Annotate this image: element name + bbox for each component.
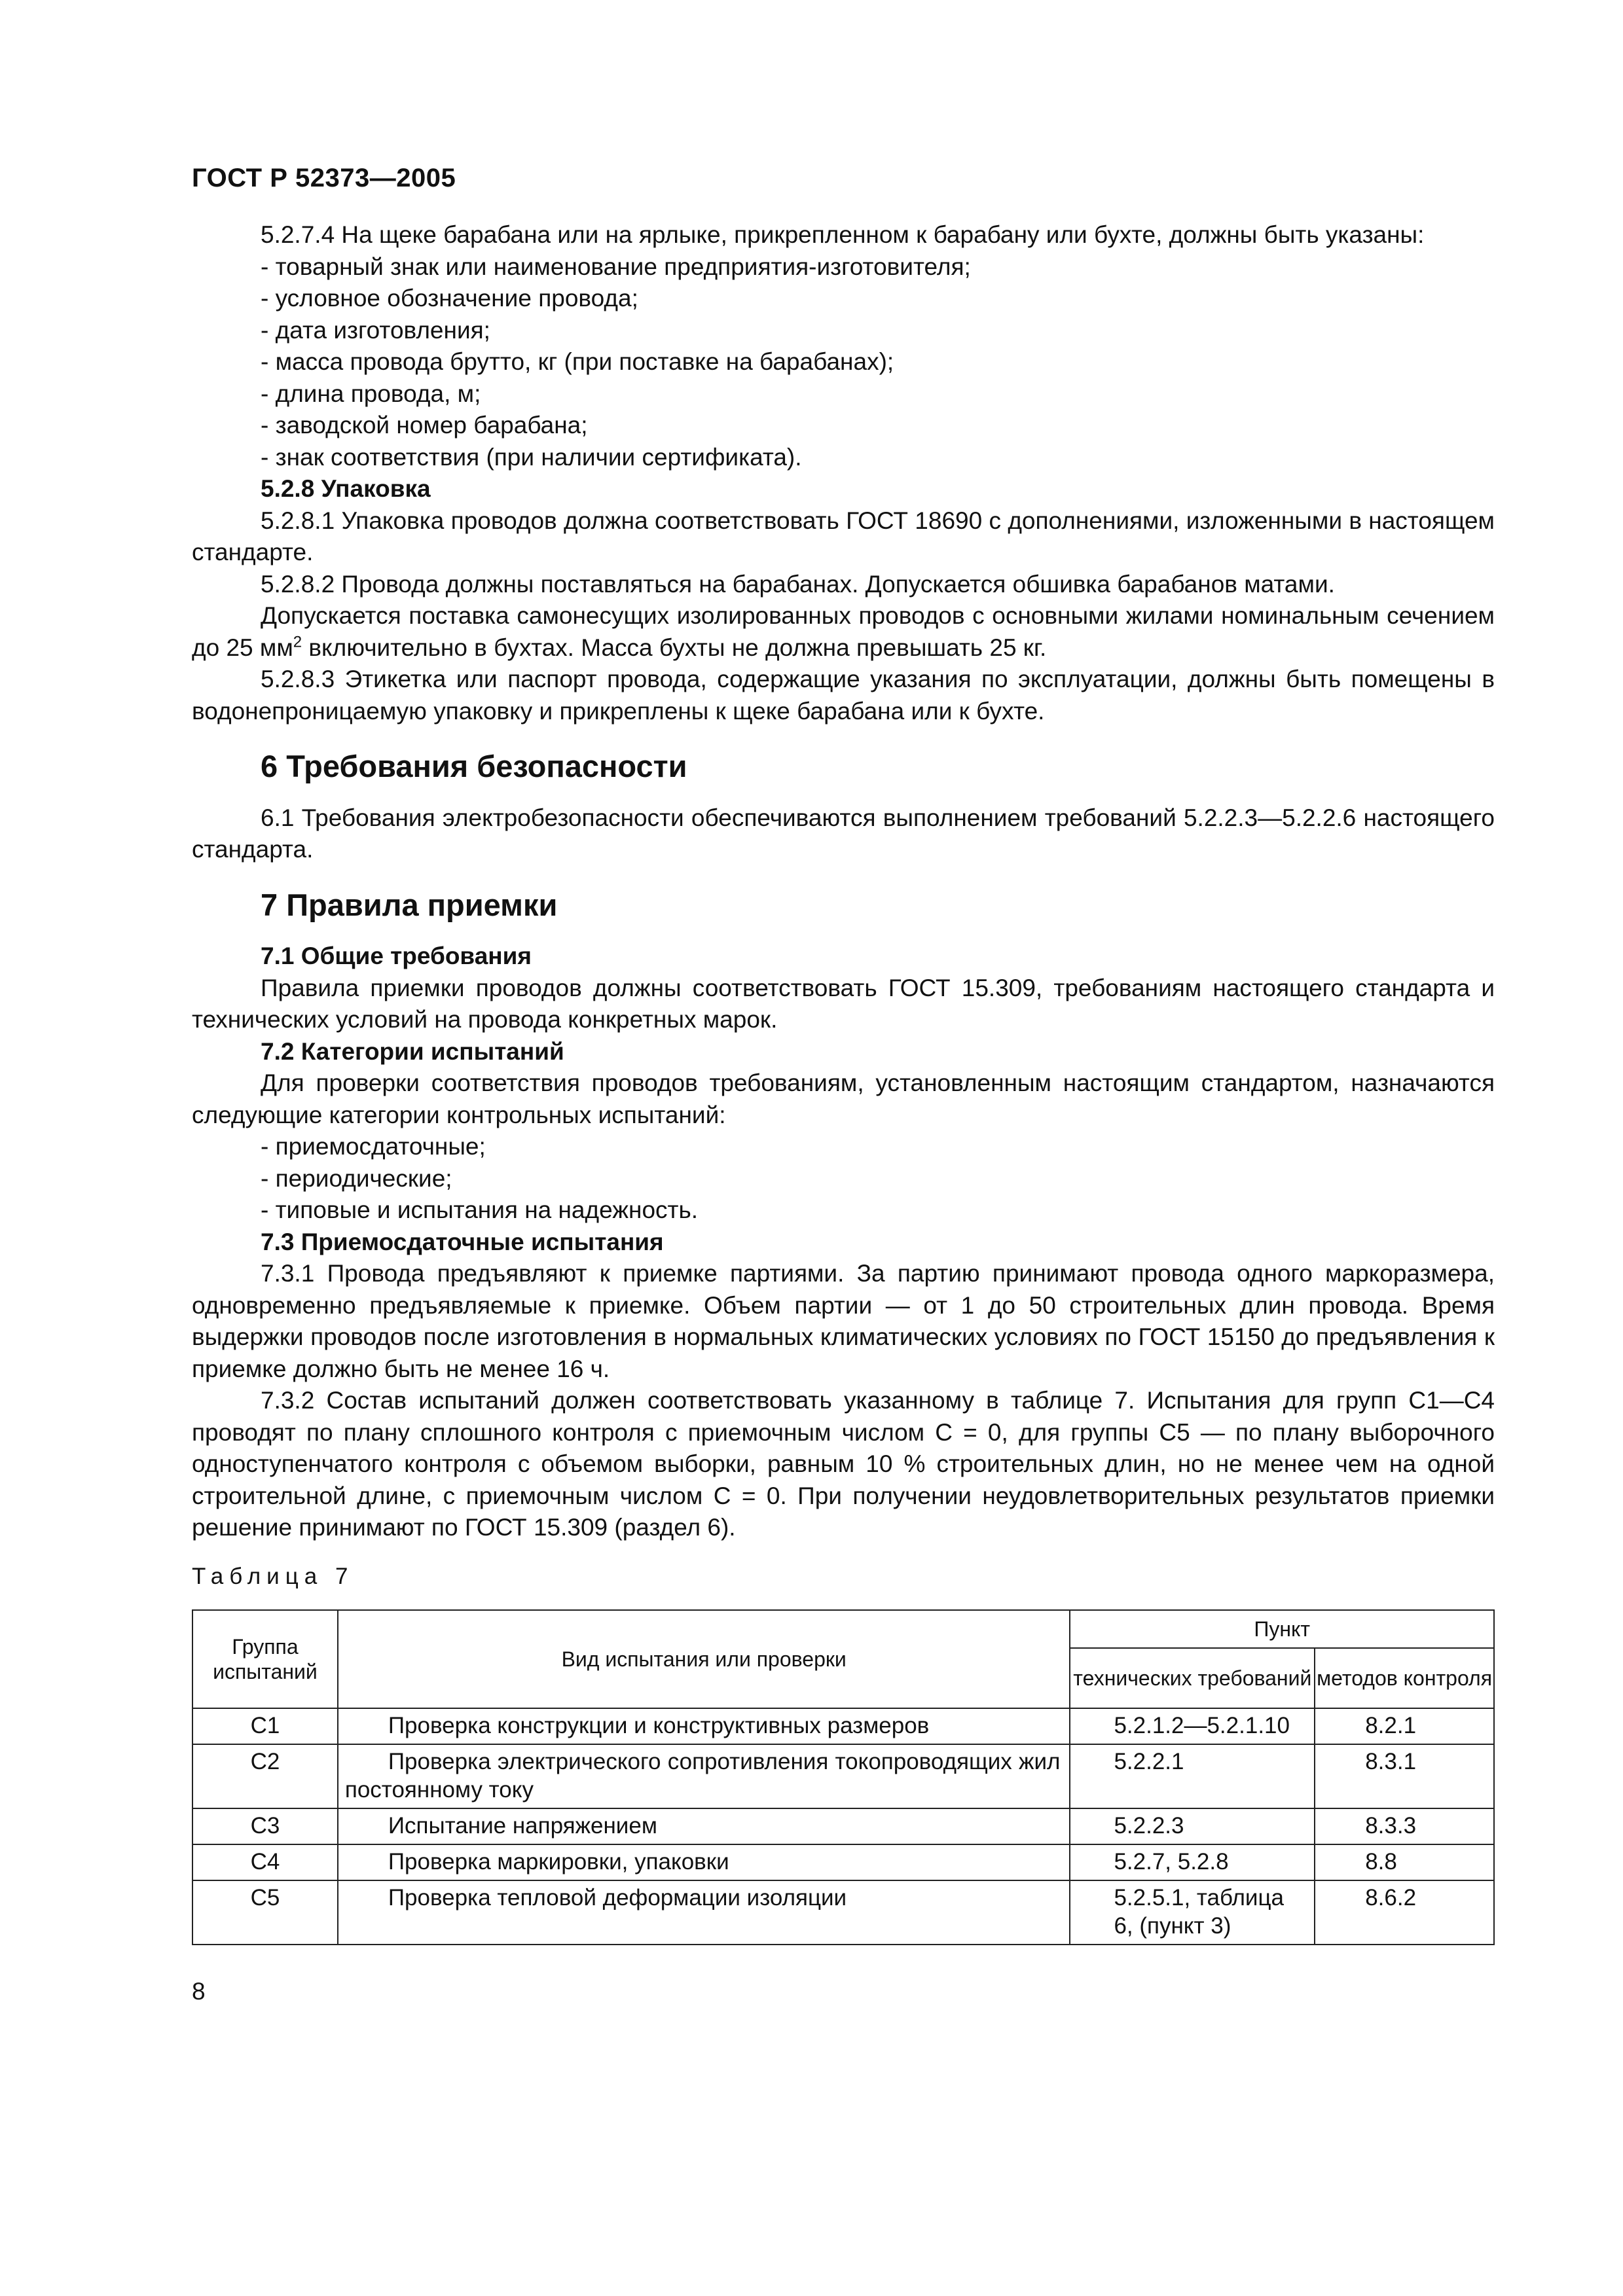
cell-group: С4 xyxy=(192,1844,338,1880)
header-clause: Пункт xyxy=(1070,1610,1494,1648)
body-text xyxy=(192,219,1495,1544)
table-row xyxy=(192,1880,1494,1945)
list-item: - масса провода брутто, кг (при поставке на барабанах); xyxy=(261,348,894,375)
cell-kind-text: Проверка тепловой деформации изоляции xyxy=(388,1884,847,1910)
cell-group: С5 xyxy=(192,1880,338,1945)
header-kind: Вид испытания или проверки xyxy=(338,1610,1070,1708)
cell-method: 8.3.3 xyxy=(1315,1808,1494,1844)
cell-method: 8.2.1 xyxy=(1315,1708,1494,1744)
section-heading-7: 7 Правила приемки xyxy=(261,887,558,922)
paragraph-5-2-8-2-cont xyxy=(192,600,1495,664)
cell-kind xyxy=(338,1744,1070,1808)
cell-kind-text: Проверка электрического сопротивления токопроводящих жил постоянному току xyxy=(344,1748,1061,1803)
cell-tech: 5.2.2.1 xyxy=(1070,1744,1315,1808)
cell-method: 8.8 xyxy=(1315,1844,1494,1880)
paragraph-5-2-8-3: 5.2.8.3 Этикетка или паспорт провода, содержащие указания по эксплуатации, должны быть помещены в водонепроницаемую упаковку и прикреплены к щеке барабана или к бухте. xyxy=(192,666,1495,725)
text-fragment: Допускается поставка самонесущих изолированных проводов с основными жилами номинальным сечением до 25 мм xyxy=(192,602,1495,661)
header-tech: технических требований xyxy=(1070,1648,1315,1708)
section-heading-6: 6 Требования безопасности xyxy=(261,749,687,783)
subsection-heading-7-3: 7.3 Приемосдаточные испытания xyxy=(261,1228,664,1255)
paragraph-7-3-1: 7.3.1 Провода предъявляют к приемке партиями. За партию принимают провода одного маркоразмера, одновременно предъявляемые к приемке. Объем партии — от 1 до 50 строительных длин провода. Время выдержки проводов после изготовления в нормальных климатических условиях по ГОСТ 15150 до предъявления к приемке должно быть не менее 16 ч. xyxy=(192,1260,1495,1382)
document-header: ГОСТ Р 52373—2005 xyxy=(192,164,456,192)
cell-method: 8.6.2 xyxy=(1315,1880,1494,1945)
cell-kind-text: Проверка конструкции и конструктивных размеров xyxy=(388,1712,930,1738)
list-item: - условное обозначение провода; xyxy=(261,285,638,312)
paragraph-6-1: 6.1 Требования электробезопасности обеспечиваются выполнением требований 5.2.2.3—5.2.2.6 настоящего стандарта. xyxy=(192,804,1495,863)
paragraph-7-3-2: 7.3.2 Состав испытаний должен соответствовать указанному в таблице 7. Испытания для групп С1—С4 проводят по плану сплошного контроля с приемочным числом C = 0, для группы С5 — по плану выборочного одноступенчатого контроля с объемом выборки, равным 10 % строительных длин, но не менее чем на одной строительной длине, с приемочным числом C = 0. При получении неудовлетворительных результатов приемки решение принимают по ГОСТ 15.309 (раздел 6). xyxy=(192,1387,1495,1541)
page-number: 8 xyxy=(192,1977,206,2005)
header-method: методов контроля xyxy=(1315,1648,1494,1708)
cell-kind xyxy=(338,1880,1070,1945)
superscript: 2 xyxy=(293,633,302,651)
list-item: - длина провода, м; xyxy=(261,380,481,407)
text-fragment: включительно в бухтах. Масса бухты не должна превышать 25 кг. xyxy=(302,634,1047,661)
paragraph-7-1: Правила приемки проводов должны соответствовать ГОСТ 15.309, требованиям настоящего стандарта и технических условий на провода конкретных марок. xyxy=(192,974,1495,1033)
cell-kind xyxy=(338,1844,1070,1880)
paragraph-7-2: Для проверки соответствия проводов требованиям, установленным настоящим стандартом, назначаются следующие категории контрольных испытаний: xyxy=(192,1069,1495,1128)
table-header-row xyxy=(192,1610,1494,1648)
cell-kind xyxy=(338,1708,1070,1744)
table-row xyxy=(192,1844,1494,1880)
document-page xyxy=(192,164,1495,2005)
cell-tech: 5.2.5.1, таблица 6, (пункт 3) xyxy=(1070,1880,1315,1945)
cell-method: 8.3.1 xyxy=(1315,1744,1494,1808)
cell-tech: 5.2.2.3 xyxy=(1070,1808,1315,1844)
paragraph-5-2-8-2: 5.2.8.2 Провода должны поставляться на барабанах. Допускается обшивка барабанов матами. xyxy=(261,570,1335,598)
table-caption: Таблица 7 xyxy=(192,1563,354,1589)
cell-group: С2 xyxy=(192,1744,338,1808)
list-item: - приемосдаточные; xyxy=(261,1133,486,1160)
cell-group: С3 xyxy=(192,1808,338,1844)
cell-tech: 5.2.7, 5.2.8 xyxy=(1070,1844,1315,1880)
list-item: - дата изготовления; xyxy=(261,316,490,344)
table-row xyxy=(192,1808,1494,1844)
list-item: - заводской номер барабана; xyxy=(261,412,588,439)
list-item: - периодические; xyxy=(261,1164,452,1192)
table-7 xyxy=(192,1609,1495,1945)
paragraph-5-2-7-4: 5.2.7.4 На щеке барабана или на ярлыке, прикрепленном к барабану или бухте, должны быть указаны: xyxy=(261,221,1425,248)
subsection-heading-5-2-8: 5.2.8 Упаковка xyxy=(261,475,431,502)
subsection-heading-7-2: 7.2 Категории испытаний xyxy=(261,1037,564,1065)
paragraph-5-2-8-1: 5.2.8.1 Упаковка проводов должна соответствовать ГОСТ 18690 с дополнениями, изложенными в настоящем стандарте. xyxy=(192,507,1495,565)
cell-tech: 5.2.1.2—5.2.1.10 xyxy=(1070,1708,1315,1744)
header-group: Группа испытаний xyxy=(192,1610,338,1708)
list-item: - знак соответствия (при наличии сертификата). xyxy=(261,443,802,471)
table-row xyxy=(192,1708,1494,1744)
cell-group: С1 xyxy=(192,1708,338,1744)
list-item: - типовые и испытания на надежность. xyxy=(261,1196,699,1223)
table-row xyxy=(192,1744,1494,1808)
list-item: - товарный знак или наименование предприятия-изготовителя; xyxy=(261,253,971,280)
cell-kind-text: Испытание напряжением xyxy=(388,1812,657,1839)
subsection-heading-7-1: 7.1 Общие требования xyxy=(261,942,532,969)
cell-kind-text: Проверка маркировки, упаковки xyxy=(388,1848,729,1874)
cell-kind xyxy=(338,1808,1070,1844)
